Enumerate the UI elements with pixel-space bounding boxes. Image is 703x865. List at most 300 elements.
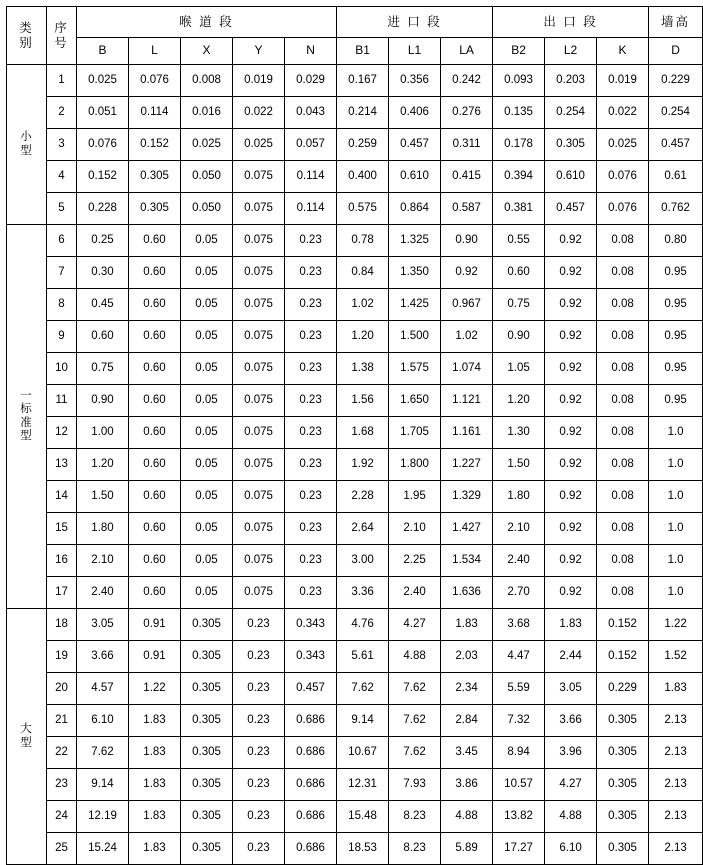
cell-B: 9.14 xyxy=(77,769,129,801)
cell-K: 0.08 xyxy=(597,385,649,417)
row-index: 18 xyxy=(47,609,77,641)
cell-Y: 0.019 xyxy=(233,65,285,97)
cell-L2: 4.88 xyxy=(545,801,597,833)
cell-Y: 0.23 xyxy=(233,737,285,769)
cell-K: 0.152 xyxy=(597,609,649,641)
cell-L2: 0.92 xyxy=(545,513,597,545)
cell-K: 0.08 xyxy=(597,481,649,513)
cell-X: 0.05 xyxy=(181,225,233,257)
cell-N: 0.043 xyxy=(285,97,337,129)
cell-LA: 4.88 xyxy=(441,801,493,833)
cell-LA: 0.92 xyxy=(441,257,493,289)
cell-B: 6.10 xyxy=(77,705,129,737)
cell-L2: 0.203 xyxy=(545,65,597,97)
cell-K: 0.019 xyxy=(597,65,649,97)
cell-K: 0.305 xyxy=(597,801,649,833)
cell-B1: 2.28 xyxy=(337,481,389,513)
cell-B: 4.57 xyxy=(77,673,129,705)
cell-X: 0.050 xyxy=(181,161,233,193)
table-row xyxy=(7,577,703,609)
cell-L: 0.91 xyxy=(129,641,181,673)
cell-L1: 1.325 xyxy=(389,225,441,257)
cell-K: 0.08 xyxy=(597,289,649,321)
table-row xyxy=(7,513,703,545)
cell-D: 0.95 xyxy=(649,353,703,385)
cell-B1: 1.20 xyxy=(337,321,389,353)
cell-X: 0.025 xyxy=(181,129,233,161)
table-row xyxy=(7,129,703,161)
cell-L: 0.60 xyxy=(129,385,181,417)
header-col-X: X xyxy=(181,38,233,65)
cell-X: 0.305 xyxy=(181,641,233,673)
table-row xyxy=(7,353,703,385)
category-cell: 一 标 准 型 xyxy=(7,225,47,609)
cell-Y: 0.075 xyxy=(233,417,285,449)
cell-D: 0.95 xyxy=(649,257,703,289)
cell-B1: 10.67 xyxy=(337,737,389,769)
cell-N: 0.23 xyxy=(285,513,337,545)
cell-B1: 15.48 xyxy=(337,801,389,833)
row-index: 3 xyxy=(47,129,77,161)
cell-L1: 1.575 xyxy=(389,353,441,385)
cell-B2: 0.394 xyxy=(493,161,545,193)
row-index: 15 xyxy=(47,513,77,545)
cell-B: 3.66 xyxy=(77,641,129,673)
cell-L2: 0.92 xyxy=(545,545,597,577)
cell-B1: 12.31 xyxy=(337,769,389,801)
cell-K: 0.025 xyxy=(597,129,649,161)
row-index: 10 xyxy=(47,353,77,385)
cell-B2: 5.59 xyxy=(493,673,545,705)
cell-B2: 10.57 xyxy=(493,769,545,801)
cell-B1: 0.78 xyxy=(337,225,389,257)
cell-L: 0.60 xyxy=(129,577,181,609)
table-row xyxy=(7,769,703,801)
table-row xyxy=(7,417,703,449)
table-row xyxy=(7,609,703,641)
row-index: 5 xyxy=(47,193,77,225)
cell-L2: 0.92 xyxy=(545,449,597,481)
row-index: 21 xyxy=(47,705,77,737)
table-row xyxy=(7,737,703,769)
cell-L: 0.60 xyxy=(129,481,181,513)
cell-L: 0.305 xyxy=(129,193,181,225)
table-row xyxy=(7,705,703,737)
cell-D: 0.61 xyxy=(649,161,703,193)
cell-L: 1.83 xyxy=(129,705,181,737)
cell-X: 0.05 xyxy=(181,449,233,481)
cell-X: 0.050 xyxy=(181,193,233,225)
cell-D: 2.13 xyxy=(649,769,703,801)
cell-L: 0.60 xyxy=(129,449,181,481)
cell-D: 1.0 xyxy=(649,513,703,545)
cell-B1: 1.38 xyxy=(337,353,389,385)
cell-N: 0.343 xyxy=(285,641,337,673)
cell-N: 0.23 xyxy=(285,449,337,481)
row-index: 17 xyxy=(47,577,77,609)
cell-B: 1.00 xyxy=(77,417,129,449)
cell-N: 0.686 xyxy=(285,769,337,801)
header-category: 类 别 xyxy=(7,7,47,65)
cell-B: 0.75 xyxy=(77,353,129,385)
cell-LA: 0.90 xyxy=(441,225,493,257)
cell-L1: 1.650 xyxy=(389,385,441,417)
cell-L1: 0.457 xyxy=(389,129,441,161)
table-row xyxy=(7,289,703,321)
cell-L1: 1.800 xyxy=(389,449,441,481)
row-index: 20 xyxy=(47,673,77,705)
cell-B2: 0.135 xyxy=(493,97,545,129)
cell-L2: 0.254 xyxy=(545,97,597,129)
cell-X: 0.05 xyxy=(181,353,233,385)
table-row xyxy=(7,161,703,193)
cell-N: 0.23 xyxy=(285,289,337,321)
cell-B2: 13.82 xyxy=(493,801,545,833)
cell-L2: 0.92 xyxy=(545,289,597,321)
cell-L2: 0.92 xyxy=(545,353,597,385)
cell-B: 1.20 xyxy=(77,449,129,481)
cell-L1: 4.88 xyxy=(389,641,441,673)
table-row xyxy=(7,385,703,417)
cell-LA: 1.329 xyxy=(441,481,493,513)
cell-B1: 18.53 xyxy=(337,833,389,865)
cell-B2: 0.093 xyxy=(493,65,545,97)
cell-L2: 3.05 xyxy=(545,673,597,705)
cell-L: 0.152 xyxy=(129,129,181,161)
cell-L2: 2.44 xyxy=(545,641,597,673)
cell-Y: 0.075 xyxy=(233,193,285,225)
cell-L2: 0.92 xyxy=(545,385,597,417)
cell-L1: 2.10 xyxy=(389,513,441,545)
cell-D: 2.13 xyxy=(649,737,703,769)
cell-B2: 0.60 xyxy=(493,257,545,289)
cell-B2: 1.50 xyxy=(493,449,545,481)
cell-X: 0.05 xyxy=(181,321,233,353)
cell-N: 0.114 xyxy=(285,161,337,193)
cell-Y: 0.23 xyxy=(233,641,285,673)
cell-LA: 1.427 xyxy=(441,513,493,545)
cell-X: 0.05 xyxy=(181,513,233,545)
cell-B1: 1.56 xyxy=(337,385,389,417)
cell-D: 1.0 xyxy=(649,449,703,481)
cell-K: 0.08 xyxy=(597,577,649,609)
table-row xyxy=(7,545,703,577)
cell-X: 0.305 xyxy=(181,833,233,865)
row-index: 23 xyxy=(47,769,77,801)
cell-Y: 0.075 xyxy=(233,481,285,513)
cell-K: 0.08 xyxy=(597,545,649,577)
cell-Y: 0.075 xyxy=(233,257,285,289)
row-index: 14 xyxy=(47,481,77,513)
cell-Y: 0.075 xyxy=(233,385,285,417)
cell-LA: 3.45 xyxy=(441,737,493,769)
table-row xyxy=(7,641,703,673)
cell-K: 0.305 xyxy=(597,769,649,801)
table-row xyxy=(7,257,703,289)
cell-B2: 17.27 xyxy=(493,833,545,865)
cell-B2: 2.70 xyxy=(493,577,545,609)
cell-L: 0.60 xyxy=(129,257,181,289)
cell-L: 0.305 xyxy=(129,161,181,193)
header-col-B2: B2 xyxy=(493,38,545,65)
header-col-L2: L2 xyxy=(545,38,597,65)
cell-L2: 6.10 xyxy=(545,833,597,865)
cell-D: 2.13 xyxy=(649,833,703,865)
cell-B1: 1.02 xyxy=(337,289,389,321)
cell-B1: 1.92 xyxy=(337,449,389,481)
cell-K: 0.305 xyxy=(597,737,649,769)
cell-D: 1.52 xyxy=(649,641,703,673)
cell-N: 0.343 xyxy=(285,609,337,641)
cell-X: 0.05 xyxy=(181,545,233,577)
cell-LA: 0.311 xyxy=(441,129,493,161)
cell-LA: 3.86 xyxy=(441,769,493,801)
cell-Y: 0.23 xyxy=(233,609,285,641)
row-index: 19 xyxy=(47,641,77,673)
cell-L: 0.60 xyxy=(129,289,181,321)
cell-X: 0.016 xyxy=(181,97,233,129)
row-index: 7 xyxy=(47,257,77,289)
cell-N: 0.029 xyxy=(285,65,337,97)
table-row xyxy=(7,321,703,353)
cell-B1: 1.68 xyxy=(337,417,389,449)
cell-N: 0.686 xyxy=(285,801,337,833)
table-row xyxy=(7,65,703,97)
cell-LA: 2.03 xyxy=(441,641,493,673)
header-group-2: 出 口 段 xyxy=(493,7,649,38)
cell-D: 2.13 xyxy=(649,801,703,833)
cell-L2: 4.27 xyxy=(545,769,597,801)
cell-B: 0.025 xyxy=(77,65,129,97)
cell-X: 0.305 xyxy=(181,705,233,737)
cell-B1: 0.214 xyxy=(337,97,389,129)
cell-X: 0.05 xyxy=(181,417,233,449)
cell-L1: 0.610 xyxy=(389,161,441,193)
cell-K: 0.08 xyxy=(597,225,649,257)
cell-K: 0.08 xyxy=(597,321,649,353)
cell-B2: 0.75 xyxy=(493,289,545,321)
cell-X: 0.305 xyxy=(181,769,233,801)
row-index: 16 xyxy=(47,545,77,577)
cell-Y: 0.022 xyxy=(233,97,285,129)
cell-Y: 0.075 xyxy=(233,449,285,481)
cell-B1: 0.400 xyxy=(337,161,389,193)
cell-B: 0.228 xyxy=(77,193,129,225)
cell-L: 1.83 xyxy=(129,769,181,801)
cell-LA: 1.074 xyxy=(441,353,493,385)
cell-D: 0.95 xyxy=(649,385,703,417)
cell-X: 0.05 xyxy=(181,481,233,513)
cell-L2: 0.92 xyxy=(545,577,597,609)
cell-B2: 1.05 xyxy=(493,353,545,385)
cell-B: 3.05 xyxy=(77,609,129,641)
cell-L1: 1.705 xyxy=(389,417,441,449)
cell-L: 0.60 xyxy=(129,353,181,385)
cell-X: 0.305 xyxy=(181,737,233,769)
cell-B2: 0.55 xyxy=(493,225,545,257)
cell-L1: 0.864 xyxy=(389,193,441,225)
cell-K: 0.08 xyxy=(597,513,649,545)
cell-X: 0.05 xyxy=(181,577,233,609)
cell-LA: 1.161 xyxy=(441,417,493,449)
cell-L1: 0.356 xyxy=(389,65,441,97)
cell-B1: 9.14 xyxy=(337,705,389,737)
cell-L1: 7.93 xyxy=(389,769,441,801)
cell-N: 0.057 xyxy=(285,129,337,161)
cell-L1: 7.62 xyxy=(389,737,441,769)
cell-LA: 1.534 xyxy=(441,545,493,577)
category-cell: 小 型 xyxy=(7,65,47,225)
cell-L2: 0.92 xyxy=(545,481,597,513)
cell-B2: 0.90 xyxy=(493,321,545,353)
cell-LA: 2.34 xyxy=(441,673,493,705)
cell-B2: 3.68 xyxy=(493,609,545,641)
cell-L: 0.60 xyxy=(129,545,181,577)
cell-B1: 3.00 xyxy=(337,545,389,577)
cell-N: 0.23 xyxy=(285,417,337,449)
cell-D: 1.0 xyxy=(649,545,703,577)
cell-L1: 8.23 xyxy=(389,833,441,865)
cell-D: 1.0 xyxy=(649,481,703,513)
cell-Y: 0.075 xyxy=(233,353,285,385)
cell-B2: 0.178 xyxy=(493,129,545,161)
cell-L2: 0.610 xyxy=(545,161,597,193)
table-row xyxy=(7,225,703,257)
cell-K: 0.08 xyxy=(597,417,649,449)
cell-L1: 1.500 xyxy=(389,321,441,353)
category-cell: 大 型 xyxy=(7,609,47,865)
cell-L2: 0.457 xyxy=(545,193,597,225)
cell-K: 0.076 xyxy=(597,193,649,225)
cell-D: 1.0 xyxy=(649,417,703,449)
cell-Y: 0.075 xyxy=(233,161,285,193)
cell-B2: 4.47 xyxy=(493,641,545,673)
cell-L1: 1.350 xyxy=(389,257,441,289)
row-index: 22 xyxy=(47,737,77,769)
cell-D: 0.80 xyxy=(649,225,703,257)
row-index: 6 xyxy=(47,225,77,257)
cell-L: 0.114 xyxy=(129,97,181,129)
header-col-B1: B1 xyxy=(337,38,389,65)
table-header-groups xyxy=(7,7,703,38)
cell-N: 0.457 xyxy=(285,673,337,705)
cell-LA: 0.242 xyxy=(441,65,493,97)
header-index: 序 号 xyxy=(47,7,77,65)
cell-LA: 0.276 xyxy=(441,97,493,129)
cell-B2: 1.30 xyxy=(493,417,545,449)
cell-B1: 0.167 xyxy=(337,65,389,97)
cell-B1: 3.36 xyxy=(337,577,389,609)
cell-D: 0.457 xyxy=(649,129,703,161)
cell-B: 0.45 xyxy=(77,289,129,321)
cell-LA: 0.967 xyxy=(441,289,493,321)
row-index: 2 xyxy=(47,97,77,129)
cell-Y: 0.075 xyxy=(233,513,285,545)
cell-B: 15.24 xyxy=(77,833,129,865)
table-row xyxy=(7,193,703,225)
cell-B1: 2.64 xyxy=(337,513,389,545)
cell-Y: 0.075 xyxy=(233,225,285,257)
cell-D: 2.13 xyxy=(649,705,703,737)
cell-B: 1.50 xyxy=(77,481,129,513)
cell-L1: 7.62 xyxy=(389,673,441,705)
cell-L: 0.60 xyxy=(129,417,181,449)
row-index: 25 xyxy=(47,833,77,865)
cell-N: 0.114 xyxy=(285,193,337,225)
table-row xyxy=(7,833,703,865)
cell-D: 0.229 xyxy=(649,65,703,97)
cell-B: 0.152 xyxy=(77,161,129,193)
cell-K: 0.08 xyxy=(597,353,649,385)
row-index: 12 xyxy=(47,417,77,449)
cell-LA: 1.636 xyxy=(441,577,493,609)
cell-B2: 2.40 xyxy=(493,545,545,577)
cell-LA: 1.121 xyxy=(441,385,493,417)
cell-X: 0.305 xyxy=(181,801,233,833)
cell-K: 0.305 xyxy=(597,705,649,737)
cell-LA: 1.83 xyxy=(441,609,493,641)
cell-D: 0.762 xyxy=(649,193,703,225)
cell-L: 1.83 xyxy=(129,801,181,833)
row-index: 11 xyxy=(47,385,77,417)
cell-Y: 0.075 xyxy=(233,577,285,609)
cell-L1: 8.23 xyxy=(389,801,441,833)
cell-N: 0.23 xyxy=(285,321,337,353)
row-index: 24 xyxy=(47,801,77,833)
cell-K: 0.08 xyxy=(597,449,649,481)
cell-N: 0.23 xyxy=(285,545,337,577)
cell-Y: 0.025 xyxy=(233,129,285,161)
cell-D: 1.22 xyxy=(649,609,703,641)
cell-X: 0.05 xyxy=(181,385,233,417)
header-col-L: L xyxy=(129,38,181,65)
cell-L1: 2.25 xyxy=(389,545,441,577)
cell-Y: 0.23 xyxy=(233,673,285,705)
header-col-K: K xyxy=(597,38,649,65)
header-group-1: 进 口 段 xyxy=(337,7,493,38)
table-header-columns xyxy=(7,38,703,65)
cell-D: 1.0 xyxy=(649,577,703,609)
cell-LA: 1.227 xyxy=(441,449,493,481)
header-col-B: B xyxy=(77,38,129,65)
cell-Y: 0.075 xyxy=(233,545,285,577)
cell-X: 0.008 xyxy=(181,65,233,97)
cell-LA: 0.415 xyxy=(441,161,493,193)
cell-D: 0.254 xyxy=(649,97,703,129)
cell-LA: 2.84 xyxy=(441,705,493,737)
table-row xyxy=(7,481,703,513)
cell-L: 0.60 xyxy=(129,321,181,353)
cell-N: 0.686 xyxy=(285,833,337,865)
cell-D: 1.83 xyxy=(649,673,703,705)
cell-X: 0.05 xyxy=(181,257,233,289)
cell-L1: 1.95 xyxy=(389,481,441,513)
row-index: 9 xyxy=(47,321,77,353)
row-index: 1 xyxy=(47,65,77,97)
cell-L2: 0.92 xyxy=(545,417,597,449)
cell-B: 1.80 xyxy=(77,513,129,545)
cell-N: 0.23 xyxy=(285,353,337,385)
cell-L: 1.22 xyxy=(129,673,181,705)
specification-table xyxy=(6,6,703,865)
cell-B: 0.30 xyxy=(77,257,129,289)
cell-L1: 7.62 xyxy=(389,705,441,737)
header-col-LA: LA xyxy=(441,38,493,65)
cell-LA: 1.02 xyxy=(441,321,493,353)
header-group-3: 墙高 xyxy=(649,7,703,38)
cell-B: 0.25 xyxy=(77,225,129,257)
cell-B1: 4.76 xyxy=(337,609,389,641)
